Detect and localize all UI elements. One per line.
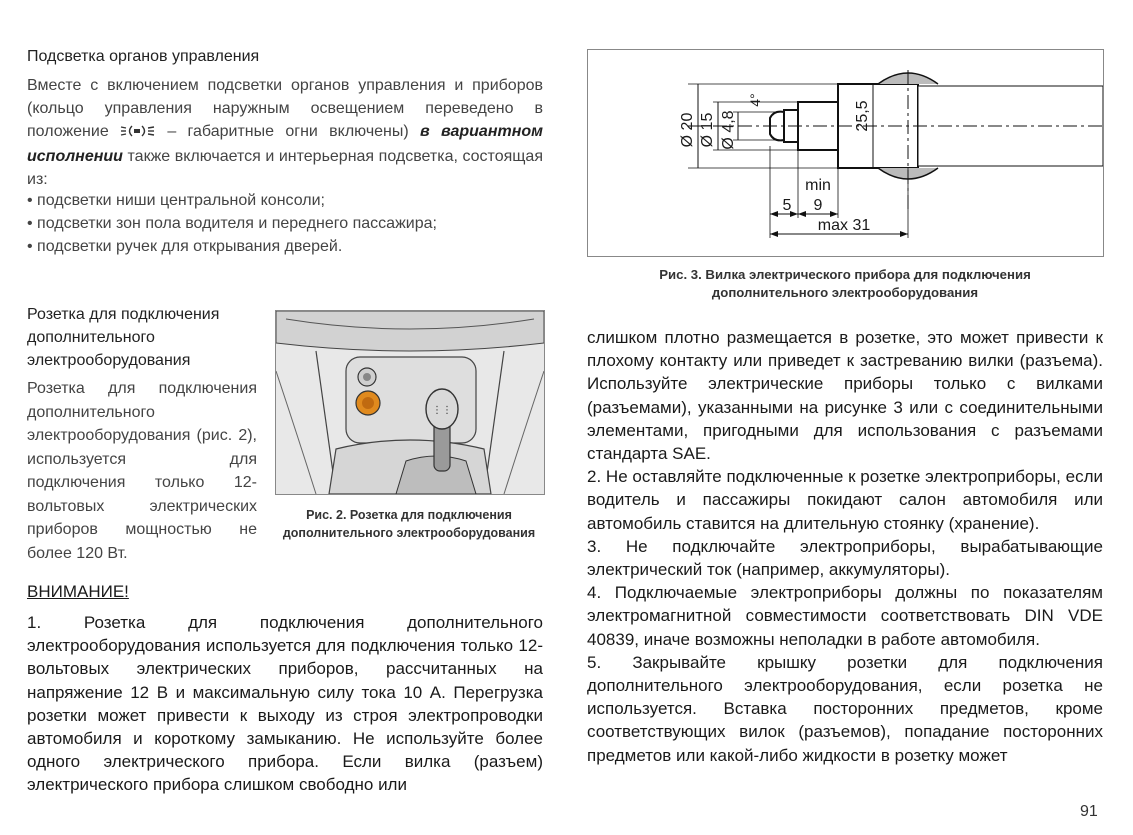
- warning-paragraph: 5. Закрывайте крышку розетки для подключения дополнительного электрооборудования, если розетка не используется. Вставка посторонних предметов, кроме соответствующих вилок (разъемов), попадание посторонних предметов или какой-либо жидкости в розетку может: [587, 652, 1103, 765]
- dim-angle: 4°: [747, 93, 763, 107]
- dim-d48: Ø 4,8: [720, 110, 737, 150]
- backlight-text-1: Вместе с включением подсветки органов управления и приборов (кольцо управления наружным освещением переведено в положение: [27, 77, 543, 140]
- dim-d20: Ø 20: [679, 112, 696, 148]
- backlight-paragraph: [27, 74, 543, 191]
- figure-2-socket: [275, 310, 545, 495]
- warning-right-column: [587, 326, 1103, 767]
- dim-len255: 25,5: [854, 100, 871, 132]
- warning-paragraph: 4. Подключаемые электроприборы должны по показателям электромагнитной совместимости соответствовать DIN VDE 40839, иначе возможны неполадки в работе автомобиля.: [587, 583, 1103, 649]
- warning-paragraph: 2. Не оставляйте подключенные к розетке электроприборы, если водитель и пассажиры покидают салон автомобиля или автомобиль ставится на длительную стоянку (хранение).: [587, 467, 1103, 533]
- section-title-backlight: Подсветка органов управления: [27, 48, 260, 65]
- backlight-text-3: также включается и интерьерная подсветка, состоящая из:: [27, 148, 543, 188]
- figure-3-caption: Рис. 3. Вилка электрического прибора для подключения дополнительного электрооборудования: [659, 267, 1031, 300]
- parking-lights-icon: [120, 122, 156, 145]
- list-item: • подсветки ниши центральной консоли;: [27, 189, 547, 212]
- section-title-socket: Розетка для подключения дополнительного электрооборудования: [27, 306, 220, 369]
- figure-3-plug-drawing: [587, 49, 1104, 257]
- dim-9: 9: [813, 197, 823, 214]
- warning-left-column: [27, 611, 543, 797]
- console-illustration: [276, 311, 544, 494]
- backlight-text-2: – габаритные огни включены): [167, 123, 409, 140]
- socket-paragraph: Розетка для подключения дополнительного электрооборудования (рис. 2), используется для подключения только 12-вольтовых электрических приборов мощностью не более 120 Вт.: [27, 380, 257, 562]
- backlight-list: [27, 189, 547, 258]
- warning-paragraph: 3. Не подключайте электроприборы, вырабатывающие электрический ток (например, аккумуляторы).: [587, 536, 1103, 580]
- list-item: • подсветки зон пола водителя и переднего пассажира;: [27, 212, 547, 235]
- svg-text:⋮⋮: ⋮⋮: [432, 405, 452, 416]
- dim-d15: Ø 15: [699, 112, 716, 148]
- warning-paragraph: слишком плотно размещается в розетке, это может привести к плохому контакту или приведет к застреванию вилки (разъема). Используйте электрические приборы только с вилками (разъемами), указанными на рисунке 3 или с соединительными элементами, пригодными для использования с разъемами стандарта SAE.: [587, 328, 1103, 464]
- dim-min-label: min: [805, 177, 831, 194]
- list-item: • подсветки ручек для открывания дверей.: [27, 235, 547, 258]
- page-number: 91: [1080, 803, 1098, 820]
- dim-max31: max 31: [817, 217, 871, 234]
- plug-dimension-drawing: [588, 50, 1103, 256]
- dim-5: 5: [782, 197, 792, 214]
- warning-paragraph-1: 1. Розетка для подключения дополнительного электрооборудования используется для подключения только 12-вольтовых электрических приборов, рассчитанных на напряжение 12 В и максимальную силу тока 10 А. Перегрузка розетки может привести к выходу из строя электропроводки автомобиля и короткому замыканию. Не используйте более одного электрического прибора. Если вилка (разъем) электрического прибора слишком свободно или: [27, 613, 543, 795]
- warning-title: ВНИМАНИЕ!: [27, 582, 129, 601]
- backlight-text-emph: в вариантном исполнении: [27, 123, 543, 165]
- figure-2-caption: Рис. 2. Розетка для подключения дополнительного электрооборудования: [282, 508, 536, 540]
